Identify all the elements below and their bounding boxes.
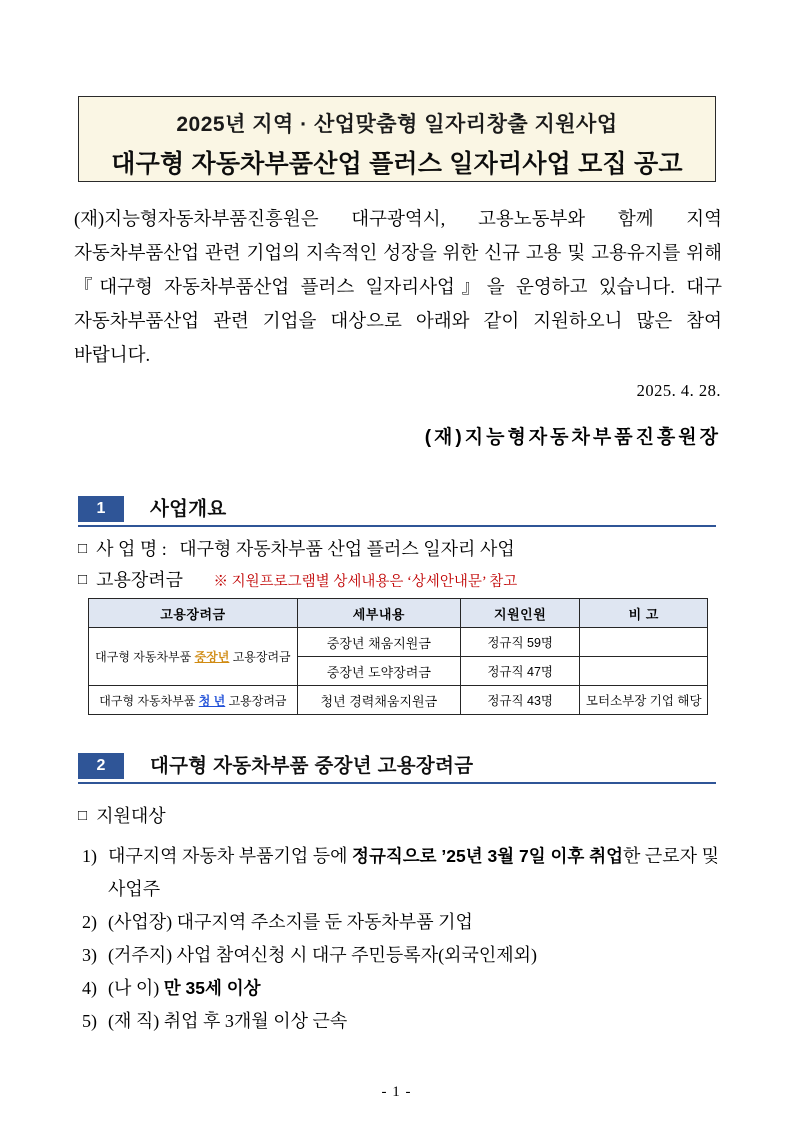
table-header-remarks: 비 고 — [580, 599, 708, 628]
table-cell-remark — [580, 628, 708, 657]
bullet-label-subsidy: 고용장려금 — [96, 570, 184, 590]
program-prefix: 대구형 자동차부품 — [95, 650, 195, 664]
list-item-text: 대구지역 자동차 부품기업 등에 정규직으로 ’25년 3월 7일 이후 취업한 근로자 및 사업주 — [108, 846, 719, 899]
program-highlight: 청 년 — [198, 693, 226, 708]
table-cell-remark: 모터소부장 기업 해당 — [580, 686, 708, 715]
bullet-label-business-name: 사 업 명 : — [96, 539, 167, 559]
list-marker: 4) — [82, 978, 97, 998]
page-number: - 1 - — [381, 1084, 412, 1100]
square-bullet-icon: □ — [78, 808, 88, 824]
list-item — [74, 840, 724, 906]
table-row — [89, 628, 708, 657]
section-title-1: 사업개요 — [150, 498, 227, 520]
emphasis: 만 35세 이상 — [163, 978, 261, 998]
list-item-text: (나 이) 만 35세 이상 — [108, 978, 261, 998]
table-header-row — [89, 599, 708, 628]
document-title-box — [78, 96, 716, 182]
table-cell-detail: 중장년 도약장려금 — [297, 657, 460, 686]
table-cell-count: 정규직 59명 — [460, 628, 580, 657]
program-suffix: 고용장려금 — [225, 693, 287, 708]
list-item-text: (사업장) 대구지역 주소지를 둔 자동차부품 기업 — [108, 912, 473, 932]
list-item — [74, 1005, 724, 1038]
table-header-details: 세부내용 — [297, 599, 460, 628]
section-heading-2 — [78, 753, 716, 784]
subsidy-table — [88, 598, 708, 715]
table-cell-count: 정규직 43명 — [460, 686, 580, 715]
bullet-label-eligibility: 지원대상 — [96, 806, 166, 826]
list-item — [74, 906, 724, 939]
issuer-signature: (재)지능형자동차부품진흥원장 — [424, 427, 721, 448]
table-cell-detail: 청년 경력채움지원금 — [297, 686, 460, 715]
list-item-text: (재 직) 취업 후 3개월 이상 근속 — [108, 1011, 348, 1031]
table-cell-count: 정규직 47명 — [460, 657, 580, 686]
bullet-value-business-name: 대구형 자동차부품 산업 플러스 일자리 사업 — [179, 539, 515, 559]
table-cell-program-youth — [89, 686, 298, 715]
eligibility-list — [74, 840, 724, 1038]
square-bullet-icon: □ — [78, 572, 88, 588]
program-prefix: 대구형 자동차부품 — [99, 693, 199, 708]
list-item-text: (거주지) 사업 참여신청 시 대구 주민등록자(외국인제외) — [108, 945, 538, 965]
section-heading-1 — [78, 496, 716, 527]
list-marker: 5) — [82, 1011, 97, 1031]
square-bullet-icon: □ — [78, 541, 88, 557]
table-cell-program-midage — [89, 628, 298, 686]
title-subheading: 2025년 지역 · 산업맞춤형 일자리창출 지원사업 — [176, 113, 618, 136]
subsidy-note: ※ 지원프로그램별 상세내용은 ‘상세안내문’ 참고 — [213, 574, 518, 590]
table-cell-detail: 중장년 채움지원금 — [297, 628, 460, 657]
section-title-2: 대구형 자동차부품 중장년 고용장려금 — [150, 755, 474, 777]
section-number-1: 1 — [78, 496, 124, 522]
issue-date: 2025. 4. 28. — [636, 381, 721, 400]
intro-paragraph — [74, 203, 722, 373]
list-marker: 2) — [82, 912, 97, 932]
emphasis: 정규직으로 ’25년 3월 7일 이후 취업 — [352, 846, 624, 866]
page-title: 대구형 자동차부품산업 플러스 일자리사업 모집 공고 — [111, 150, 683, 178]
table-row — [89, 686, 708, 715]
intro-text: (재)지능형자동차부품진흥원은 대구광역시, 고용노동부와 함께 지역 자동차부품산업 관련 기업의 지속적인 성장을 위한 신규 고용 및 고용유지를 위해 『대구형 자동차부품산업 플러스 일자리사업』을 운영하고 있습니다. 대구 자동차부품산업 관련 기업을 대상으로 아래와 같이 지원하오니 많은 참여 바랍니다. — [74, 210, 722, 366]
program-suffix: 고용장려금 — [229, 650, 291, 664]
list-marker: 3) — [82, 945, 97, 965]
table-header-program: 고용장려금 — [89, 599, 298, 628]
bullet-eligibility — [78, 802, 166, 830]
bullet-business-name — [78, 535, 515, 563]
table-header-count: 지원인원 — [460, 599, 580, 628]
table-cell-remark — [580, 657, 708, 686]
list-item — [74, 972, 724, 1005]
program-highlight: 중장년 — [194, 650, 230, 664]
list-marker: 1) — [82, 846, 97, 866]
bullet-subsidy — [78, 566, 517, 596]
list-item — [74, 939, 724, 972]
section-number-2: 2 — [78, 753, 124, 779]
